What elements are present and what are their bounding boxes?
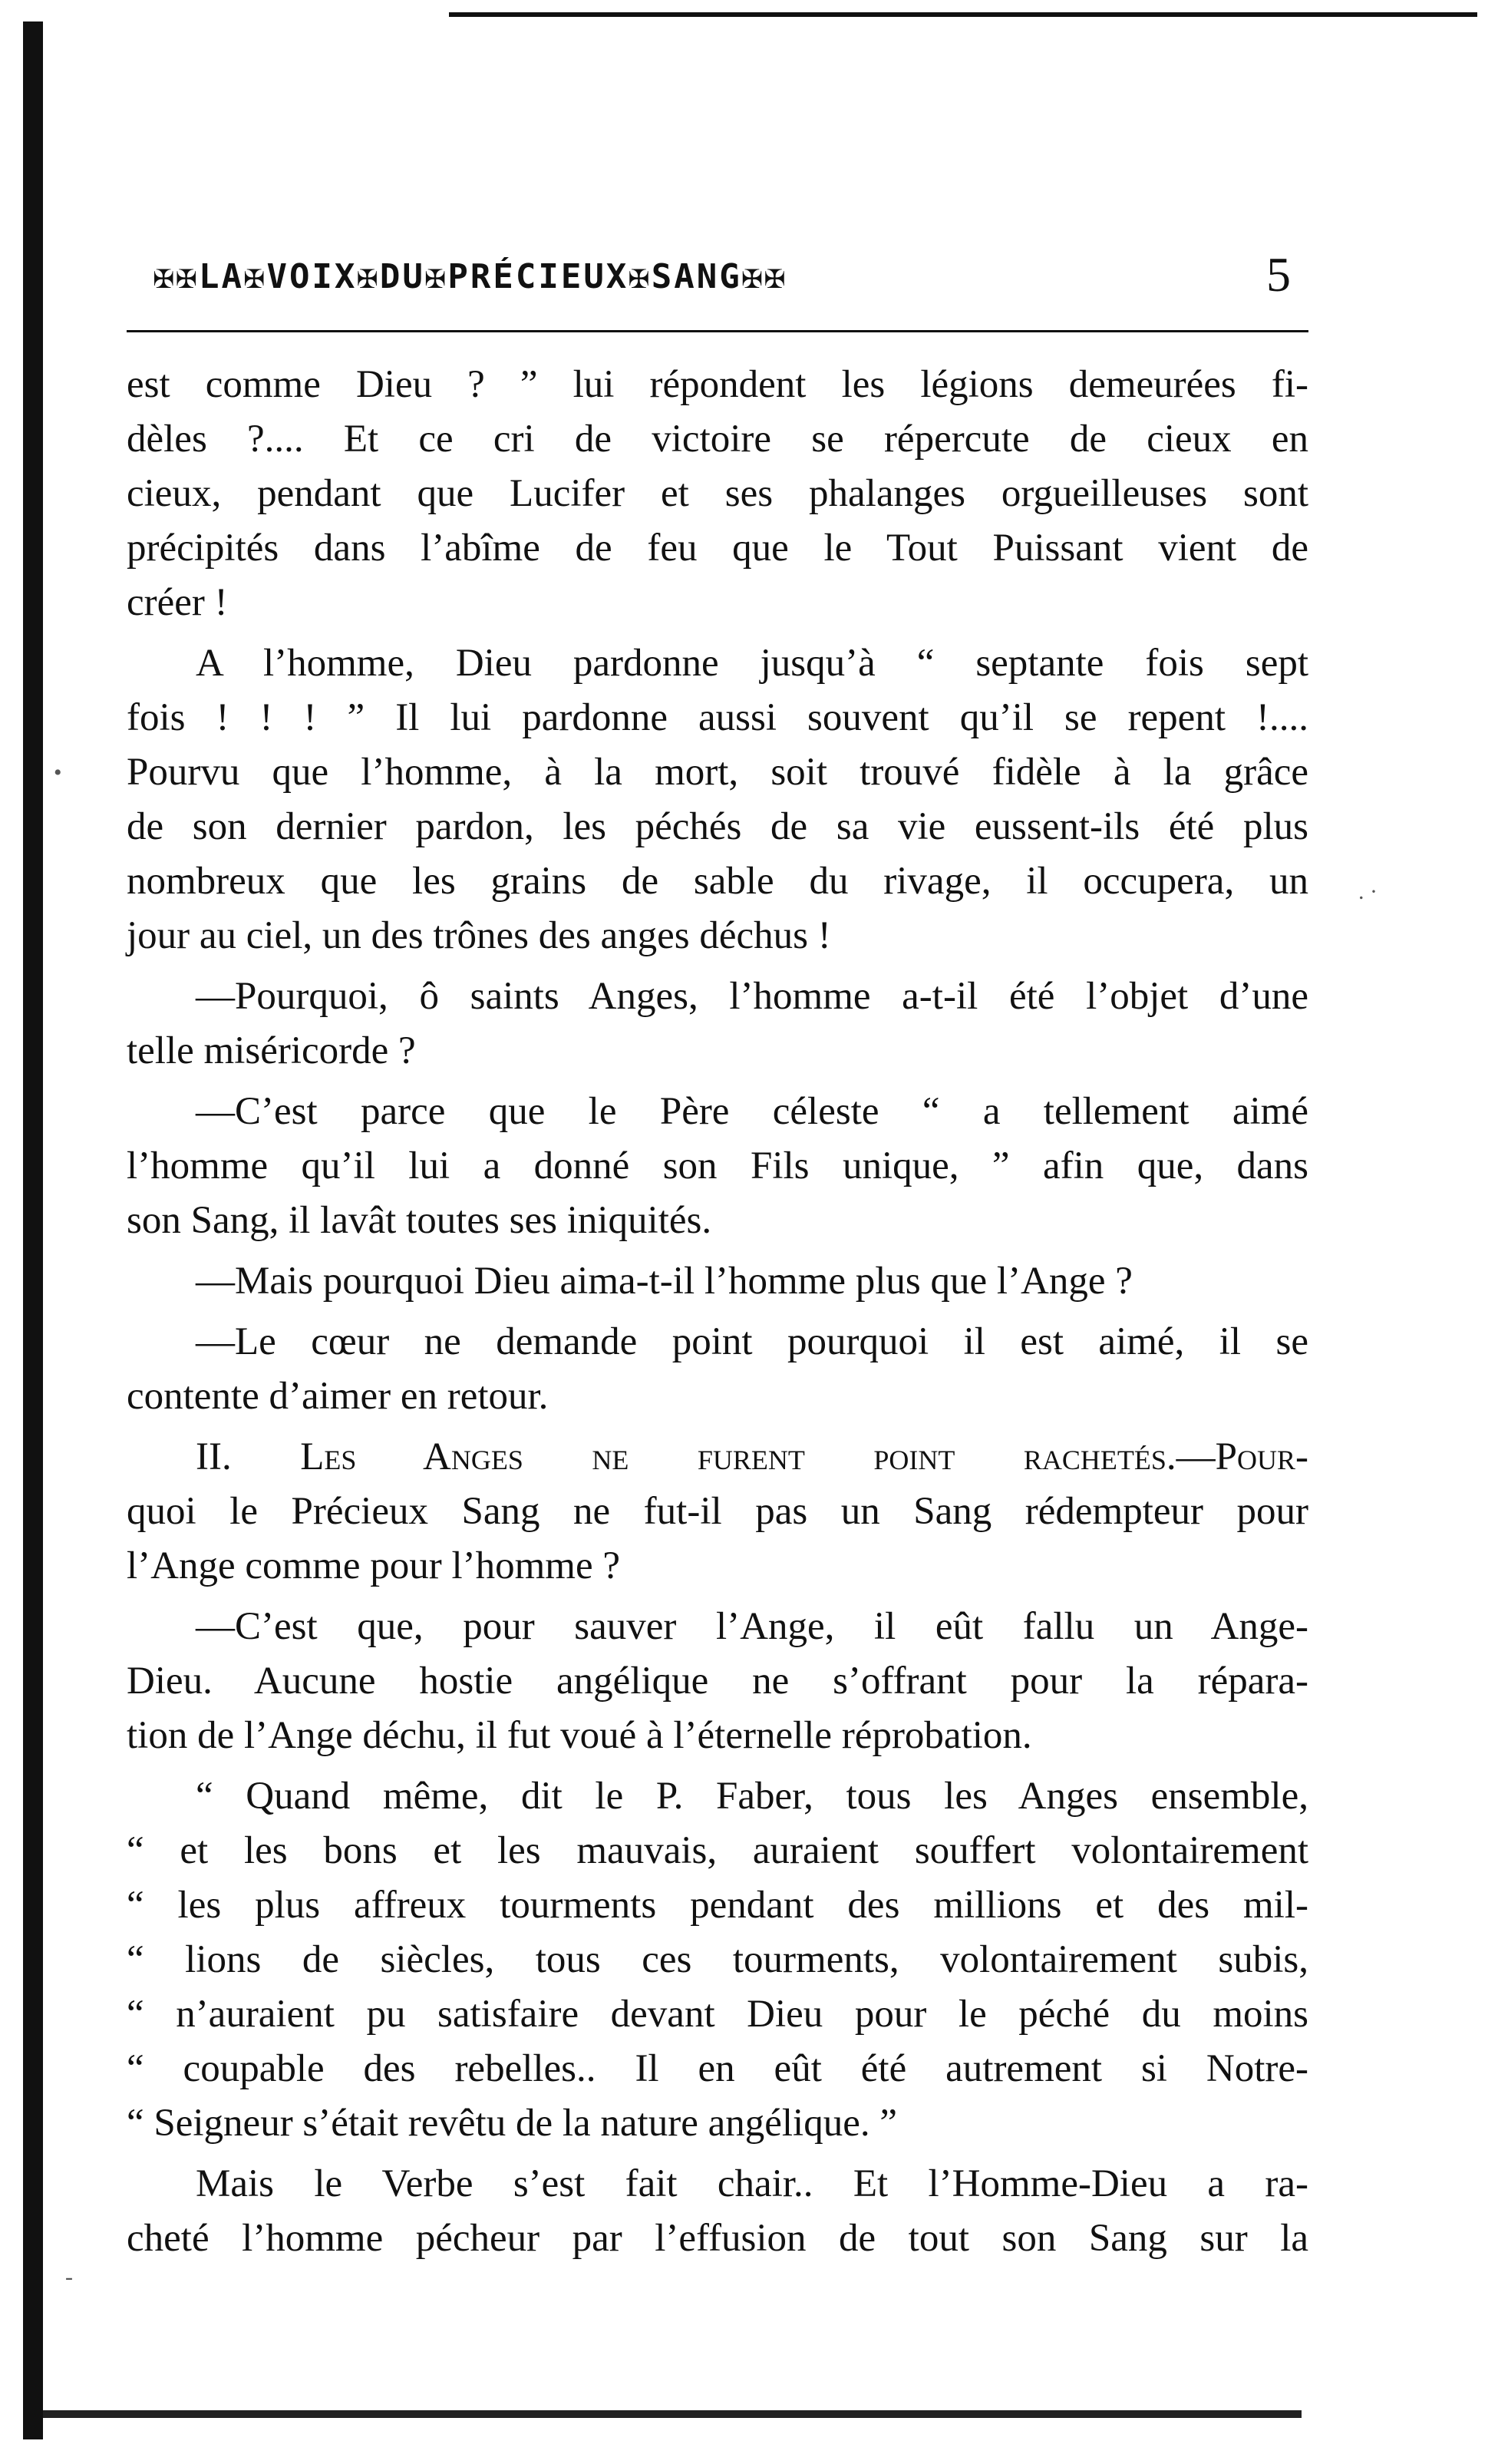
top-border-rule [449,12,1477,17]
text-line: —C’est parce que le Père céleste “ a tellement aimé [196,1090,1308,1133]
text-line: créer ! [127,581,228,624]
text-line: —Mais pourquoi Dieu aima-t-il l’homme plus que l’Ange ? [196,1260,1133,1303]
text-line: tion de l’Ange déchu, il fut voué à l’éternelle réprobation. [127,1714,1032,1757]
quote-line: “ n’auraient pu satisfaire devant Dieu pour le péché du moins [127,1993,1308,2036]
text-line: cieux, pendant que Lucifer et ses phalanges orgueilleuses sont [127,472,1308,515]
text-line: précipités dans l’abîme de feu que le Tout Puissant vient de [127,527,1308,570]
quote-line: “ Quand même, dit le P. Faber, tous les Anges ensemble, [196,1775,1308,1818]
text-line: cheté l’homme pécheur par l’effusion de tout son Sang sur la [127,2217,1308,2260]
quote-line: “ Seigneur s’était revêtu de la nature angélique. ” [127,2102,897,2145]
text-line: fois ! ! ! ” Il lui pardonne aussi souvent qu’il se repent !.... [127,696,1308,739]
text-line: A l’homme, Dieu pardonne jusqu’à “ septante fois sept [196,642,1308,685]
text-line: dèles ?.... Et ce cri de victoire se répercute de cieux en [127,418,1308,461]
section-heading-line: II. Les Anges ne furent point rachetés.—Pour- [196,1435,1308,1478]
text-line: quoi le Précieux Sang ne fut-il pas un Sang rédempteur pour [127,1490,1308,1533]
text-line: son Sang, il lavât toutes ses iniquités. [127,1199,712,1242]
text-line: nombreux que les grains de sable du rivage, il occupera, un [127,860,1308,903]
running-head-ornament [153,253,1228,299]
page-body [127,358,1308,2266]
text-line: est comme Dieu ? ” lui répondent les légions demeurées fi- [127,363,1308,406]
quote-line: “ coupable des rebelles.. Il en eût été autrement si Notre- [127,2047,1308,2090]
quote-line: “ les plus affreux tourments pendant des millions et des mil- [127,1884,1308,1927]
text-line: l’Ange comme pour l’homme ? [127,1544,620,1587]
text-line: contente d’aimer en retour. [127,1375,549,1418]
text-line: telle miséricorde ? [127,1029,416,1072]
margin-speck: • [54,760,62,785]
scan-bottom-edge [43,2410,1302,2418]
header-rule [127,330,1308,332]
running-head-text: ✠✠LA✠VOIX✠DU✠PRÉCIEUX✠SANG✠✠ [153,256,787,296]
text-line: Mais le Verbe s’est fait chair.. Et l’Homme-Dieu a ra- [196,2162,1308,2205]
text-line: —Pourquoi, ô saints Anges, l’homme a-t-il été l’objet d’une [196,975,1308,1018]
text-line: l’homme qu’il lui a donné son Fils unique, ” afin que, dans [127,1144,1308,1187]
page-number: 5 [1266,247,1291,302]
quote-line: “ et les bons et les mauvais, auraient souffert volontairement [127,1829,1308,1872]
scan-left-edge [23,21,43,2439]
text-line: —Le cœur ne demande point pourquoi il est aimé, il se [196,1320,1308,1363]
margin-speck: - [65,2264,73,2290]
text-line: jour au ciel, un des trônes des anges déchus ! [127,914,831,957]
text-line: Pourvu que l’homme, à la mort, soit trouvé fidèle à la grâce [127,751,1308,794]
text-line: Dieu. Aucune hostie angélique ne s’offrant pour la répara- [127,1660,1308,1703]
text-line: —C’est que, pour sauver l’Ange, il eût fallu un Ange- [196,1605,1308,1648]
margin-speck: . · [1358,879,1378,904]
quote-line: “ lions de siècles, tous ces tourments, volontairement subis, [127,1938,1308,1981]
text-line: de son dernier pardon, les péchés de sa vie eussent-ils été plus [127,805,1308,848]
